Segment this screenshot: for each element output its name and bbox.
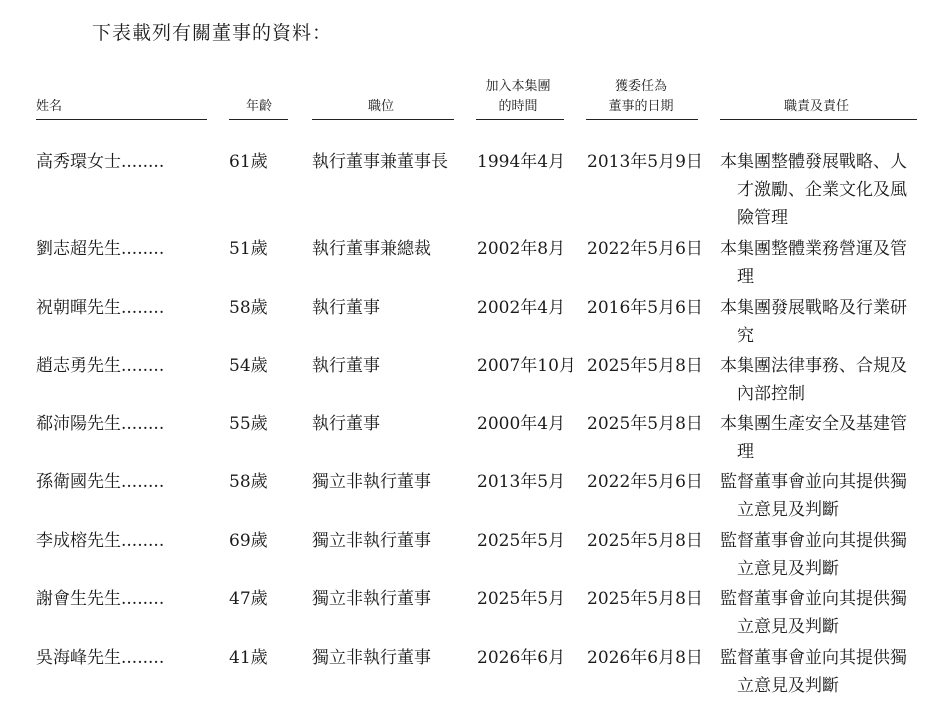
date-joined: 2000年4月	[477, 414, 566, 434]
director-age: 58歲	[229, 298, 268, 318]
date-joined: 2002年8月	[477, 239, 566, 259]
duties-line: 險管理	[737, 208, 788, 228]
director-name: 劉志超先生........	[36, 239, 165, 259]
date-joined: 1994年4月	[477, 152, 566, 172]
director-position: 執行董事兼董事長	[312, 152, 448, 172]
director-age: 41歲	[229, 648, 268, 668]
duties-line: 本集團發展戰略及行業研	[720, 298, 907, 318]
director-age: 47歲	[229, 589, 268, 609]
director-name: 李成榕先生........	[36, 531, 165, 551]
date-appointed: 2025年5月8日	[587, 589, 703, 609]
duties-line: 才激勵、企業文化及風	[737, 180, 907, 200]
director-age: 58歲	[229, 472, 268, 492]
header-name: 姓名	[36, 99, 63, 114]
header-appointed-line2: 董事的日期	[608, 99, 674, 114]
duties-line: 立意見及判斷	[737, 500, 839, 520]
duties-line: 監督董事會並向其提供獨	[720, 589, 907, 609]
director-name: 謝會生先生........	[36, 589, 165, 609]
duties-line: 本集團整體發展戰略、人	[720, 152, 907, 172]
director-age: 61歲	[229, 152, 268, 172]
header-rule-position	[312, 119, 454, 120]
date-joined: 2007年10月	[477, 356, 576, 376]
intro-text: 下表載列有關董事的資料：	[92, 22, 333, 44]
director-name: 趙志勇先生........	[36, 356, 165, 376]
date-joined: 2002年4月	[477, 298, 566, 318]
date-joined: 2025年5月	[477, 531, 566, 551]
date-joined: 2025年5月	[477, 589, 566, 609]
header-joined-line2: 的時間	[498, 99, 538, 114]
director-name: 高秀環女士........	[36, 152, 165, 172]
duties-line: 究	[737, 326, 754, 346]
director-name: 祝朝暉先生........	[36, 298, 165, 318]
duties-line: 內部控制	[737, 384, 805, 404]
duties	[720, 585, 930, 641]
date-appointed: 2026年6月8日	[587, 648, 703, 668]
director-position: 獨立非執行董事	[312, 648, 431, 668]
duties	[720, 644, 930, 700]
duties-line: 立意見及判斷	[737, 676, 839, 696]
director-name: 孫衛國先生........	[36, 472, 165, 492]
duties-line: 監督董事會並向其提供獨	[720, 531, 907, 551]
duties	[720, 294, 930, 350]
duties-line: 本集團法律事務、合規及	[720, 356, 907, 376]
date-appointed: 2022年5月6日	[587, 239, 703, 259]
duties-line: 本集團生產安全及基建管	[720, 414, 907, 434]
header-rule-joined	[476, 119, 564, 120]
duties	[720, 527, 930, 583]
duties	[720, 148, 930, 232]
header-rule-age	[229, 119, 288, 120]
duties	[720, 235, 930, 291]
director-name: 吳海峰先生........	[36, 648, 165, 668]
duties-line: 立意見及判斷	[737, 617, 839, 637]
director-position: 獨立非執行董事	[312, 472, 431, 492]
date-appointed: 2025年5月8日	[587, 414, 703, 434]
duties-line: 理	[737, 267, 754, 287]
header-duties: 職責及責任	[784, 99, 850, 114]
director-age: 54歲	[229, 356, 268, 376]
duties-line: 監督董事會並向其提供獨	[720, 648, 907, 668]
header-age: 年齡	[246, 99, 273, 114]
director-age: 51歲	[229, 239, 268, 259]
director-age: 55歲	[229, 414, 268, 434]
director-position: 執行董事兼總裁	[312, 239, 431, 259]
header-rule-duties	[720, 119, 917, 120]
director-name: 郗沛陽先生........	[36, 414, 165, 434]
date-joined: 2026年6月	[477, 648, 566, 668]
date-joined: 2013年5月	[477, 472, 566, 492]
director-position: 執行董事	[312, 414, 380, 434]
date-appointed: 2022年5月6日	[587, 472, 703, 492]
duties	[720, 352, 930, 408]
header-appointed-line1: 獲委任為	[614, 79, 667, 94]
header-position: 職位	[368, 99, 395, 114]
duties-line: 本集團整體業務營運及管	[720, 239, 907, 259]
duties	[720, 410, 930, 466]
date-appointed: 2013年5月9日	[587, 152, 703, 172]
date-appointed: 2025年5月8日	[587, 356, 703, 376]
header-joined-line1: 加入本集團	[485, 79, 551, 94]
header-rule-name	[36, 119, 207, 120]
date-appointed: 2016年5月6日	[587, 298, 703, 318]
director-position: 執行董事	[312, 356, 380, 376]
header-rule-appointed	[586, 119, 698, 120]
duties-line: 理	[737, 442, 754, 462]
director-age: 69歲	[229, 531, 268, 551]
director-position: 獨立非執行董事	[312, 589, 431, 609]
director-position: 獨立非執行董事	[312, 531, 431, 551]
duties-line: 監督董事會並向其提供獨	[720, 472, 907, 492]
duties	[720, 468, 930, 524]
date-appointed: 2025年5月8日	[587, 531, 703, 551]
director-position: 執行董事	[312, 298, 380, 318]
duties-line: 立意見及判斷	[737, 559, 839, 579]
